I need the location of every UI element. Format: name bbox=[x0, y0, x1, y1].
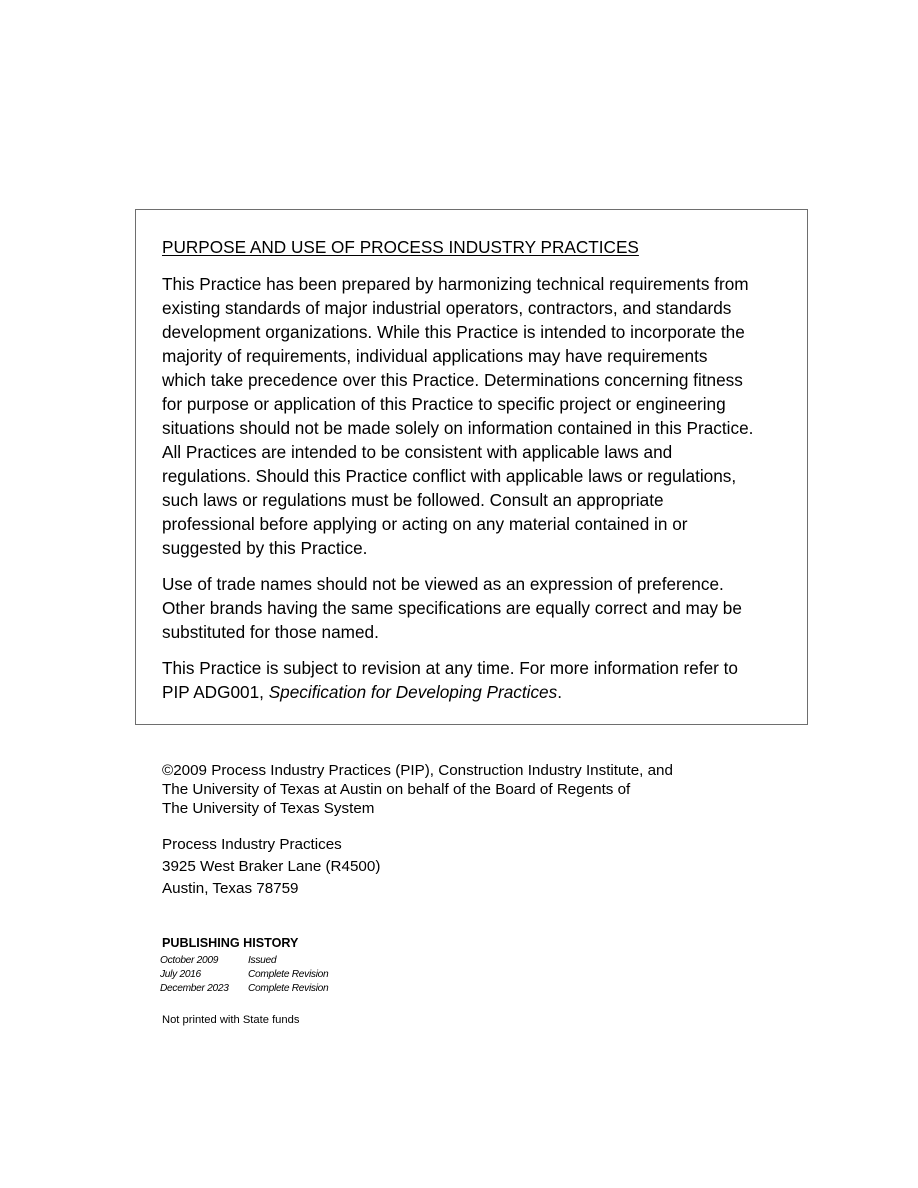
copyright-line: The University of Texas at Austin on behalf of the Board of Regents of bbox=[162, 781, 631, 798]
history-date: October 2009 bbox=[160, 955, 219, 966]
history-row bbox=[160, 968, 328, 982]
purpose-paragraph-2 bbox=[162, 572, 742, 644]
paragraph-line: This Practice has been prepared by harmonizing technical requirements from bbox=[162, 274, 749, 294]
history-row bbox=[160, 954, 328, 968]
paragraph-line: Use of trade names should not be viewed as an expression of preference. bbox=[162, 574, 724, 594]
paragraph-line: Other brands having the same specifications are equally correct and may be bbox=[162, 598, 742, 618]
address-block bbox=[162, 834, 380, 900]
publishing-history-table bbox=[160, 954, 328, 996]
history-date: December 2023 bbox=[160, 983, 229, 994]
copyright-notice bbox=[162, 761, 673, 818]
history-event: Complete Revision bbox=[248, 983, 329, 994]
purpose-heading: PURPOSE AND USE OF PROCESS INDUSTRY PRACTICES bbox=[162, 237, 639, 257]
paragraph-line: such laws or regulations must be followed. Consult an appropriate bbox=[162, 490, 664, 510]
address-line: Austin, Texas 78759 bbox=[162, 880, 299, 897]
paragraph-line: development organizations. While this Practice is intended to incorporate the bbox=[162, 322, 745, 342]
paragraph-line: This Practice is subject to revision at any time. For more information refer to bbox=[162, 658, 738, 678]
reference-title: Specification for Developing Practices bbox=[268, 682, 558, 702]
copyright-line: ©2009 Process Industry Practices (PIP), Construction Industry Institute, and bbox=[162, 762, 673, 779]
copyright-line: The University of Texas System bbox=[162, 800, 375, 817]
paragraph-line: situations should not be made solely on information contained in this Practice. bbox=[162, 418, 754, 438]
history-row bbox=[160, 982, 328, 996]
paragraph-line: suggested by this Practice. bbox=[162, 538, 368, 558]
paragraph-line: for purpose or application of this Practice to specific project or engineering bbox=[162, 394, 726, 414]
paragraph-line bbox=[162, 680, 738, 704]
paragraph-line: substituted for those named. bbox=[162, 622, 379, 642]
reference-prefix: PIP ADG001, bbox=[162, 682, 269, 702]
reference-suffix: . bbox=[557, 682, 562, 702]
address-line: Process Industry Practices bbox=[162, 836, 342, 853]
publishing-history-title: PUBLISHING HISTORY bbox=[162, 936, 299, 950]
purpose-paragraph-3 bbox=[162, 656, 738, 704]
history-event: Issued bbox=[248, 955, 277, 966]
funding-footnote: Not printed with State funds bbox=[162, 1014, 300, 1026]
paragraph-line: majority of requirements, individual applications may have requirements bbox=[162, 346, 708, 366]
paragraph-line: regulations. Should this Practice conflict with applicable laws or regulations, bbox=[162, 466, 737, 486]
paragraph-line: professional before applying or acting on any material contained in or bbox=[162, 514, 688, 534]
address-line: 3925 West Braker Lane (R4500) bbox=[162, 858, 381, 875]
history-event: Complete Revision bbox=[248, 969, 329, 980]
paragraph-line: existing standards of major industrial operators, contractors, and standards bbox=[162, 298, 732, 318]
paragraph-line: which take precedence over this Practice. Determinations concerning fitness bbox=[162, 370, 743, 390]
purpose-paragraph-1 bbox=[162, 272, 753, 560]
paragraph-line: All Practices are intended to be consistent with applicable laws and bbox=[162, 442, 673, 462]
history-date: July 2016 bbox=[160, 969, 201, 980]
